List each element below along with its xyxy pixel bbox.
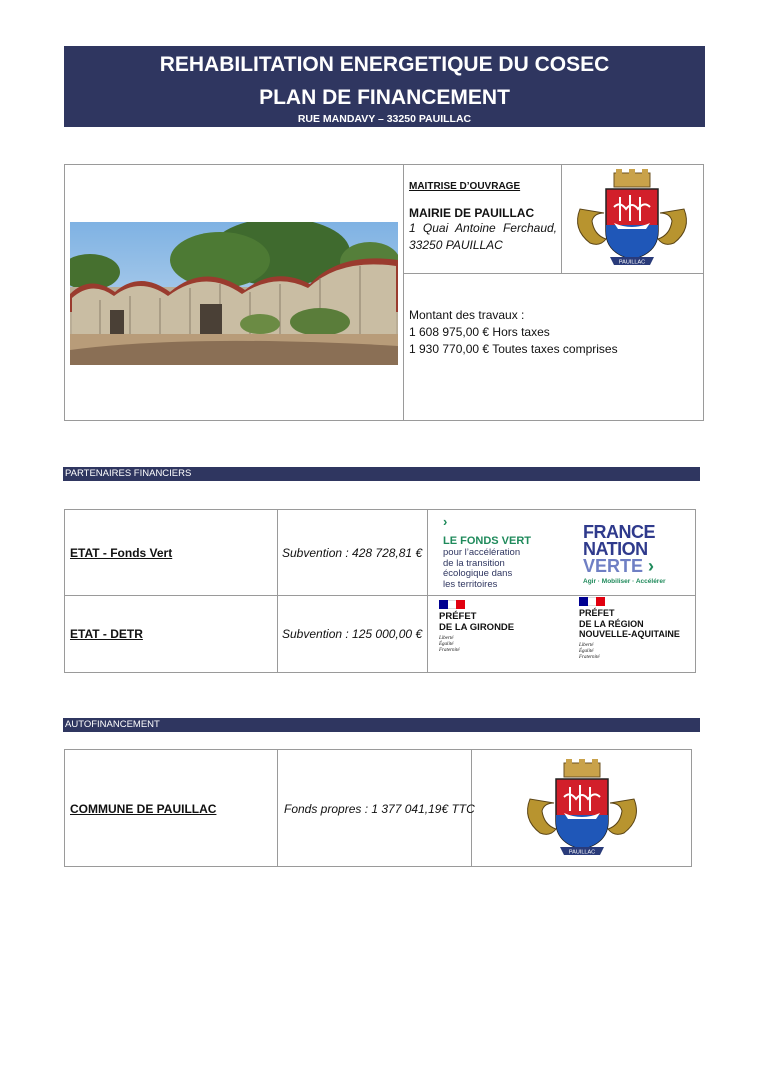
document-subtitle: PLAN DE FINANCEMENT [259,86,510,109]
fonds-vert-title: LE FONDS VERT [443,535,532,547]
owner-info [409,181,557,254]
self-funding-section-title: AUTOFINANCEMENT [63,718,700,732]
crest-banner-text: PAUILLAC [618,259,646,266]
document-title: REHABILITATION ENERGETIQUE DU COSEC [159,53,610,76]
fonds-vert-line-1: pour l’accélération [443,547,521,558]
fnv-word-1: FRANCE [583,522,655,542]
partner-row-1-detail: Subvention : 428 728,81 € [282,546,423,560]
fonds-vert-line-4: les territoires [443,578,498,590]
amount-label: Montant des travaux : [409,308,525,322]
partners-table [64,509,696,673]
chevron-right-icon: › [443,514,448,529]
fnv-tagline: Agir · Mobiliser · Accélérer [583,578,666,585]
owner-label: MAITRISE D’OUVRAGE [409,181,521,192]
amount-ttc: 1 930 770,00 € Toutes taxes comprises [409,342,618,356]
marianne-flag-icon [439,600,465,609]
amount-ht: 1 608 975,00 € Hors taxes [409,325,550,339]
chevron-right-icon: › [643,556,655,576]
prefet-region-line-3: NOUVELLE-AQUITAINE [579,629,680,639]
self-funding-detail: Fonds propres : 1 377 041,19€ TTC [284,802,475,816]
prefet-region-line-1: PRÉFET [579,608,615,618]
owner-address-line2: 33250 PAUILLAC [409,238,503,252]
self-funding-name: COMMUNE DE PAUILLAC [70,802,217,816]
motto-liberte: Liberté [439,636,454,641]
motto-fraternite: Fraternité [579,654,600,660]
partner-row-2-name: ETAT - DETR [70,627,143,641]
france-nation-verte-logo [583,524,675,585]
motto-egalite: Égalité [579,648,594,654]
document-header [64,46,705,112]
partner-row-1-name: ETAT - Fonds Vert [70,546,173,560]
fonds-vert-line-3: écologique dans [443,568,513,579]
fonds-vert-line-2: de la transition [443,557,505,569]
owner-address-line1: 1 Quai Antoine Ferchaud, [409,221,557,235]
pauillac-crest [570,169,694,269]
partner-row-2-detail: Subvention : 125 000,00 € [282,627,423,641]
marianne-flag-icon [579,597,605,606]
owner-name: MAIRIE DE PAUILLAC [409,206,535,220]
amount-info [409,307,699,358]
fonds-vert-logo [443,516,563,590]
motto-liberte: Liberté [579,642,594,648]
pauillac-crest [520,757,644,861]
owner-box [64,164,704,421]
prefet-gironde-line-1: PRÉFET [439,611,477,622]
fnv-word-2: NATION [583,539,648,559]
motto-egalite: Égalité [439,642,454,647]
prefet-gironde-logo [439,600,559,654]
prefet-region-logo [579,597,694,661]
prefet-region-line-2: DE LA RÉGION [579,618,644,629]
building-photo [70,222,398,365]
self-funding-table [64,749,692,867]
partners-section-title: PARTENAIRES FINANCIERS [63,467,700,481]
crest-banner-text: PAUILLAC [568,849,596,856]
fnv-word-3: VERTE [583,556,644,576]
motto-fraternite: Fraternité [439,648,460,653]
prefet-gironde-line-2: DE LA GIRONDE [439,622,515,633]
address-bar: RUE MANDAVY – 33250 PAUILLAC [64,111,705,127]
